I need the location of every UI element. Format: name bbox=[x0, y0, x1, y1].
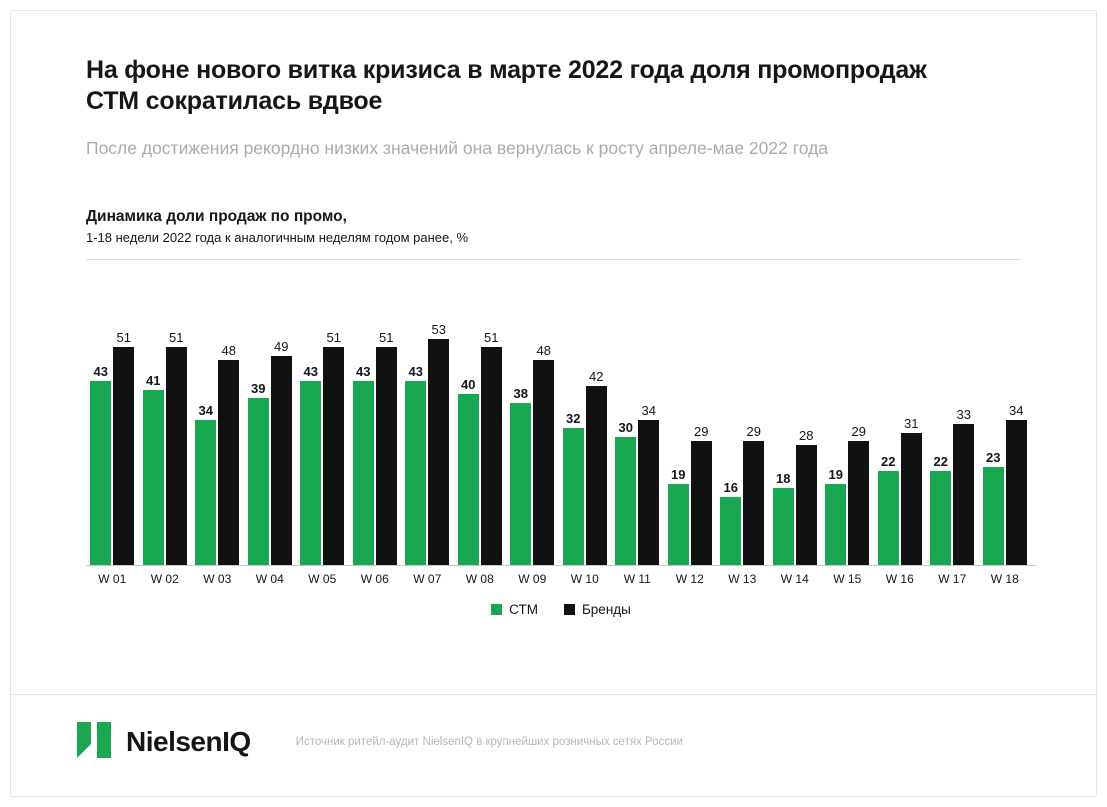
bar-ctm bbox=[300, 364, 321, 565]
x-axis-label: W 13 bbox=[728, 572, 757, 586]
bar-group bbox=[874, 330, 927, 565]
nielseniq-wordmark: NielsenIQ bbox=[126, 726, 251, 757]
bar-group bbox=[506, 330, 559, 565]
x-axis-label: W 08 bbox=[465, 572, 494, 586]
bar-group bbox=[244, 330, 297, 565]
bar-value-label: 51 bbox=[484, 330, 499, 346]
bar-ctm bbox=[195, 402, 216, 565]
bar-brands bbox=[218, 342, 239, 565]
x-axis-label: W 16 bbox=[885, 572, 914, 586]
bar-value-label: 51 bbox=[169, 330, 184, 346]
bar-value-label: 34 bbox=[641, 402, 656, 418]
slide-header bbox=[86, 55, 1021, 260]
bar-brands bbox=[271, 338, 292, 565]
bar-value-label: 43 bbox=[408, 364, 423, 380]
bar-brands bbox=[901, 415, 922, 565]
x-axis-line bbox=[86, 565, 1036, 566]
bar-group bbox=[191, 330, 244, 565]
bar-value-label: 28 bbox=[799, 428, 814, 444]
bar-ctm bbox=[405, 364, 426, 565]
bar-brands bbox=[848, 424, 869, 565]
bar-ctm bbox=[353, 364, 374, 565]
bar-value-label: 31 bbox=[904, 415, 919, 431]
bar-ctm bbox=[248, 381, 269, 565]
x-axis-label: W 15 bbox=[833, 572, 862, 586]
bar-ctm bbox=[510, 385, 531, 565]
x-axis-label: W 06 bbox=[360, 572, 389, 586]
x-axis-label: W 10 bbox=[570, 572, 599, 586]
bar-brands bbox=[113, 330, 134, 565]
bar-value-label: 48 bbox=[221, 342, 236, 358]
bar-value-label: 29 bbox=[746, 424, 761, 440]
bar-group bbox=[296, 330, 349, 565]
bar-value-label: 19 bbox=[828, 466, 843, 482]
bar-chart bbox=[86, 321, 1036, 617]
bar-group bbox=[664, 330, 717, 565]
bar-value-label: 30 bbox=[618, 419, 633, 435]
bar-brands bbox=[166, 330, 187, 565]
bar-brands bbox=[428, 321, 449, 565]
bar-value-label: 34 bbox=[198, 402, 213, 418]
bar-ctm bbox=[563, 411, 584, 565]
x-axis-label: W 14 bbox=[780, 572, 809, 586]
bar-value-label: 23 bbox=[986, 449, 1001, 465]
bar-group bbox=[821, 330, 874, 565]
legend-swatch-icon-brands bbox=[564, 604, 575, 615]
bar-group bbox=[401, 321, 454, 565]
bar-value-label: 16 bbox=[723, 479, 738, 495]
bar-group bbox=[979, 330, 1032, 565]
bar-value-label: 41 bbox=[146, 372, 161, 388]
bar-value-label: 51 bbox=[326, 330, 341, 346]
bar-brands bbox=[481, 330, 502, 565]
bar-brands bbox=[533, 342, 554, 565]
bar-value-label: 42 bbox=[589, 368, 604, 384]
bar-value-label: 51 bbox=[379, 330, 394, 346]
legend-swatch-icon-ctm bbox=[491, 604, 502, 615]
bar-value-label: 49 bbox=[274, 338, 289, 354]
footer-divider bbox=[11, 694, 1096, 695]
bar-brands bbox=[1006, 402, 1027, 565]
bar-group bbox=[611, 330, 664, 565]
bar-brands bbox=[691, 424, 712, 565]
x-axis-label: W 17 bbox=[938, 572, 967, 586]
x-axis-label: W 05 bbox=[308, 572, 337, 586]
x-axis-labels bbox=[86, 572, 1036, 586]
bar-group bbox=[349, 330, 402, 565]
bar-ctm bbox=[878, 454, 899, 565]
legend-label-brands: Бренды bbox=[581, 602, 631, 617]
bar-ctm bbox=[668, 466, 689, 565]
bar-group bbox=[86, 330, 139, 565]
bar-ctm bbox=[143, 372, 164, 565]
bar-value-label: 34 bbox=[1009, 402, 1024, 418]
x-axis-label: W 12 bbox=[675, 572, 704, 586]
slide-footer bbox=[75, 718, 1035, 766]
bar-value-label: 19 bbox=[671, 466, 686, 482]
bar-value-label: 40 bbox=[461, 377, 476, 393]
bar-brands bbox=[743, 424, 764, 565]
bar-group bbox=[926, 330, 979, 565]
bar-value-label: 18 bbox=[776, 471, 791, 487]
bar-value-label: 32 bbox=[566, 411, 581, 427]
bar-ctm bbox=[930, 454, 951, 565]
bar-brands bbox=[586, 368, 607, 565]
bar-value-label: 29 bbox=[851, 424, 866, 440]
x-axis-label: W 18 bbox=[990, 572, 1019, 586]
bar-value-label: 39 bbox=[251, 381, 266, 397]
x-axis-label: W 03 bbox=[203, 572, 232, 586]
chart-subheading: 1-18 недели 2022 года к аналогичным неделям годом ранее, % bbox=[86, 229, 469, 245]
bar-ctm bbox=[90, 364, 111, 565]
bar-value-label: 38 bbox=[513, 385, 528, 401]
bar-value-label: 43 bbox=[303, 364, 318, 380]
legend-item-brands bbox=[564, 602, 631, 617]
nielseniq-logo bbox=[75, 720, 251, 765]
bar-value-label: 22 bbox=[933, 454, 948, 469]
bar-group bbox=[559, 330, 612, 565]
bar-ctm bbox=[615, 419, 636, 565]
x-axis-label: W 01 bbox=[98, 572, 127, 586]
legend-label-ctm: СТМ bbox=[509, 602, 538, 617]
chart-legend bbox=[86, 602, 1036, 617]
x-axis-label: W 11 bbox=[623, 572, 651, 586]
bar-group bbox=[139, 330, 192, 565]
bar-value-label: 22 bbox=[881, 454, 896, 469]
header-divider bbox=[86, 259, 1021, 260]
bar-value-label: 29 bbox=[694, 424, 709, 440]
x-axis-label: W 04 bbox=[255, 572, 284, 586]
bar-ctm bbox=[983, 449, 1004, 565]
bar-brands bbox=[323, 330, 344, 565]
bar-ctm bbox=[825, 466, 846, 565]
bar-value-label: 33 bbox=[956, 407, 971, 422]
chart-heading: Динамика доли продаж по промо, bbox=[86, 207, 347, 225]
bar-brands bbox=[953, 407, 974, 565]
chart-plot-area bbox=[86, 321, 1036, 565]
x-axis-label: W 09 bbox=[518, 572, 547, 586]
bar-value-label: 43 bbox=[93, 364, 108, 380]
nielseniq-mark-icon bbox=[75, 720, 117, 765]
x-axis-label: W 07 bbox=[413, 572, 442, 586]
bar-value-label: 43 bbox=[356, 364, 371, 380]
source-note: Источник ритейл-аудит NielsenIQ в крупнейших розничных сетях России bbox=[295, 736, 683, 748]
bar-value-label: 53 bbox=[431, 321, 446, 337]
bar-ctm bbox=[773, 471, 794, 565]
bar-group bbox=[716, 330, 769, 565]
bar-brands bbox=[376, 330, 397, 565]
bar-value-label: 48 bbox=[536, 342, 551, 358]
bar-ctm bbox=[720, 479, 741, 565]
bar-ctm bbox=[458, 377, 479, 565]
page-subtitle: После достижения рекордно низких значений она вернулась к росту апреле-мае 2022 года bbox=[86, 137, 829, 158]
bar-brands bbox=[796, 428, 817, 565]
bar-group bbox=[769, 330, 822, 565]
bar-value-label: 51 bbox=[116, 330, 131, 346]
page-title: На фоне нового витка кризиса в марте 2022 года доля промопродаж СТМ сократилась вдвое bbox=[86, 56, 927, 116]
bar-group bbox=[454, 330, 507, 565]
x-axis-label: W 02 bbox=[150, 572, 179, 586]
bar-brands bbox=[638, 402, 659, 565]
legend-item-ctm bbox=[491, 602, 538, 617]
